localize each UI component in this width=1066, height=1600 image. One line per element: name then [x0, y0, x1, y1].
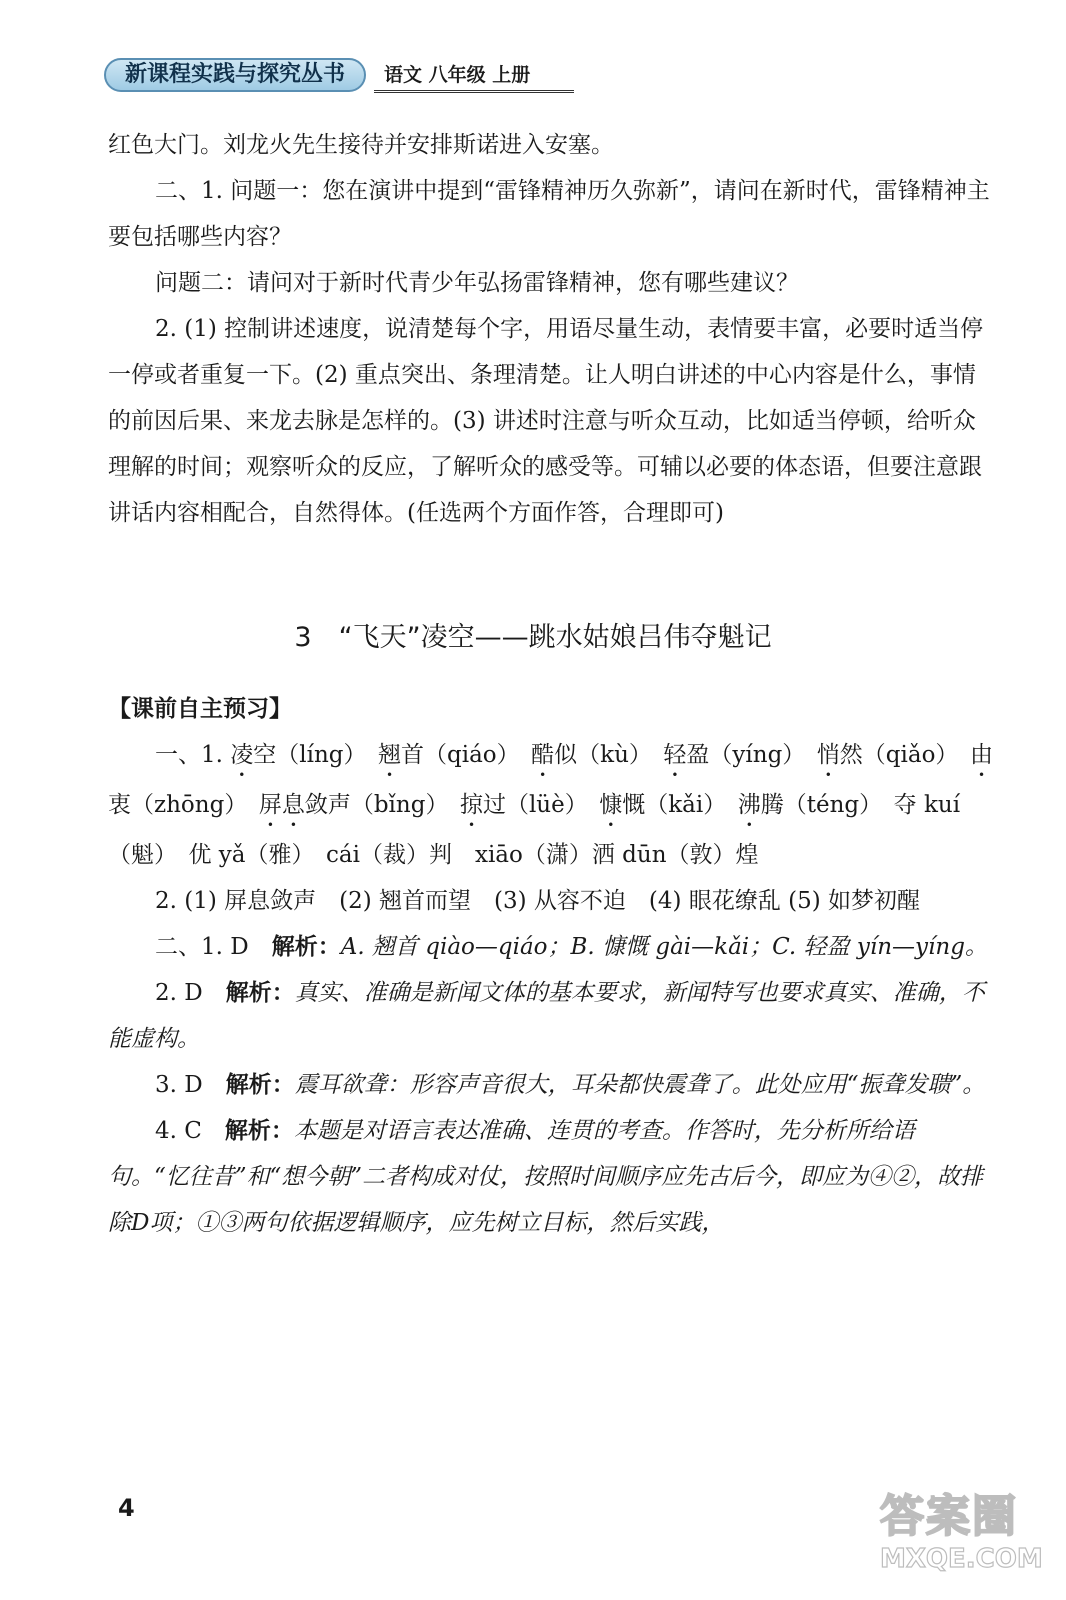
vocab-item — [663, 742, 793, 768]
vocab-items — [108, 742, 993, 818]
answer-list — [108, 924, 993, 1246]
vocab-pinyin: 衷（zhōng） — [108, 792, 236, 818]
lesson-title: 3 “飞天”凌空——跳水姑娘吕伟夺魁记 — [294, 622, 772, 653]
emphasized-char: 翘 — [378, 742, 402, 768]
answer-number: 2. D — [155, 980, 226, 1006]
watermark-logo: 答案圈 — [880, 1491, 1018, 1542]
emphasized-char: 轻 — [663, 742, 687, 768]
paragraph: 2. (1) 控制讲述速度，说清楚每个字，用语尽量生动，表情要丰富，必要时适当停一停或者重复一下。(2) 重点突出、条理清楚。让人明白讲述的中心内容是什么，事情的前因后果、来龙去脉是怎样的。(3) 讲述时注意与听众互动，比如适当停顿，给听众理解的时间；观察听众的反应，了解听众的感受等。可辅以必要的体态语，但要注意跟讲话内容相配合，自然得体。(任选两个方面作答，合理即可) — [108, 316, 984, 526]
analysis-label: 解析： — [225, 980, 295, 1006]
paragraph: 问题二：请问对于新时代青少年弘扬雷锋精神，您有哪些建议？ — [155, 270, 799, 296]
vocab-item — [531, 742, 640, 768]
vocab-pinyin: 腾（téng） — [760, 792, 871, 818]
analysis-text: 本题是对语言表达准确、连贯的考查。作答时，先分析所给语句。“忆往昔”和“想今朝”二者构成对仗，按照时间顺序应先古后今，即应为④②，故排除D项；①③两句依据逻辑顺序，应先树立目标，然后实践， — [108, 1118, 984, 1236]
paragraph: 红色大门。刘龙火先生接待并安排斯诺进入安塞。 — [108, 132, 614, 158]
emphasized-char: 凌 — [230, 742, 254, 768]
vocab-pinyin: 然（qiǎo） — [839, 742, 947, 768]
answer-item — [108, 924, 993, 970]
vocab-pinyin: 空（líng） — [253, 742, 356, 768]
vocab-pinyin: 过（lüè） — [482, 792, 577, 818]
emphasized-char: 沸 — [737, 792, 761, 818]
vocab-pinyin: 盈（yíng） — [686, 742, 794, 768]
preview-section — [108, 686, 993, 1246]
idiom-question: 2. (1) 屏息敛声 (2) 翘首而望 (3) 从容不迫 (4) 眼花缭乱 (5) 如梦初醒 — [155, 888, 921, 914]
paragraph: 二、1. 问题一：您在演讲中提到“雷锋精神历久弥新”，请问在新时代，雷锋精神主要包括哪些内容？ — [108, 178, 990, 250]
answer-item — [108, 1062, 993, 1108]
watermark — [880, 1480, 1050, 1590]
vocab-pinyin: 敛声（bǐng） — [304, 792, 437, 818]
watermark-url: MXQE.COM — [880, 1544, 1043, 1574]
analysis-label: 解析： — [225, 1072, 295, 1098]
vocab-item — [230, 742, 355, 768]
page-header — [104, 58, 574, 94]
vocab-pinyin: 首（qiáo） — [401, 742, 509, 768]
analysis-text: A. 翘首 qiào—qiáo；B. 慷慨 gài—kǎi；C. 轻盈 yín—yíng。 — [340, 934, 988, 960]
answer-item — [108, 970, 993, 1062]
vocab-item — [378, 742, 508, 768]
emphasized-char: 慷 — [599, 792, 623, 818]
vocab-item — [460, 792, 576, 818]
analysis-label: 解析： — [271, 934, 341, 960]
answer-item — [108, 1108, 993, 1246]
answer-number: 3. D — [155, 1072, 226, 1098]
series-title: 新课程实践与探究丛书 — [104, 58, 366, 92]
emphasized-char: 由 — [969, 742, 993, 768]
subject-label: 语文 八年级 上册 — [374, 60, 574, 93]
vocab-item — [599, 792, 715, 818]
analysis-label: 解析： — [224, 1118, 294, 1144]
answer-number: 二、1. D — [155, 934, 272, 960]
vocab-item — [817, 742, 947, 768]
answer-number: 4. C — [155, 1118, 225, 1144]
question-number: 一、1. — [155, 742, 231, 768]
analysis-text: 真实、准确是新闻文体的基本要求，新闻特写也要求真实、准确，不能虚构。 — [108, 980, 985, 1052]
emphasized-char: 酷 — [531, 742, 555, 768]
vocab-pinyin: 似（kù） — [554, 742, 641, 768]
vocab-item — [738, 792, 871, 818]
vocab-question — [108, 732, 993, 878]
section-heading: 【课前自主预习】 — [108, 695, 292, 722]
analysis-text: 震耳欲聋：形容声音很大，耳朵都快震聋了。此处应用“振聋发聩”。 — [294, 1072, 986, 1098]
vocab-pinyin: 慨（kǎi） — [622, 792, 715, 818]
vocab-item — [259, 792, 437, 818]
emphasized-char: 屏息 — [258, 792, 305, 818]
vocab-tail: 夺 kuí（魁） 优 yǎ（雅） cái（裁）判 xiāo（潇）洒 dūn（敦）煌 — [108, 792, 961, 868]
top-answers — [108, 122, 993, 536]
emphasized-char: 掠 — [459, 792, 483, 818]
emphasized-char: 悄 — [816, 742, 840, 768]
page-number: 4 — [118, 1494, 135, 1522]
